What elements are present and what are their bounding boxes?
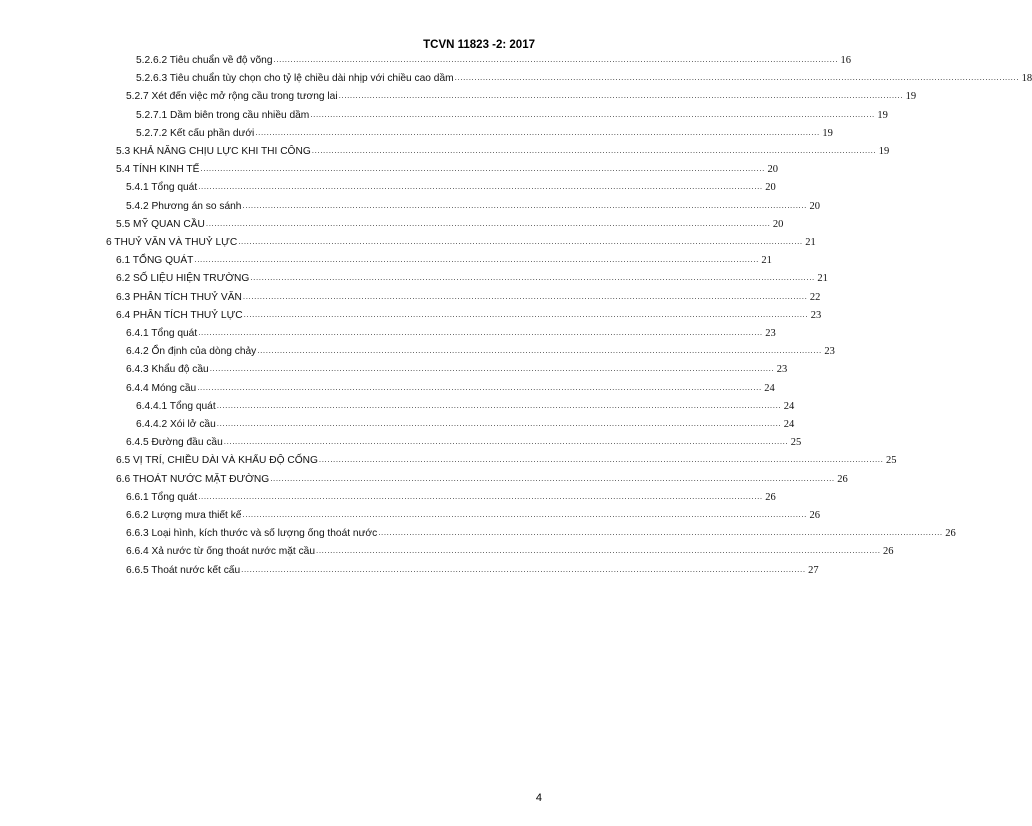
toc-entry-label: 6.1 TỔNG QUÁT <box>116 255 194 267</box>
toc-entry-page-number: 25 <box>885 455 897 467</box>
toc-entry[interactable] <box>126 564 819 581</box>
toc-leader-dots: ........................................................................................................................................................................................................ <box>242 510 807 519</box>
toc-entry[interactable] <box>116 455 897 471</box>
toc-leader-dots: ........................................................................................................................................................................................................ <box>198 491 763 501</box>
toc-entry-label: 6.4.4.2 Xói lở cầu <box>136 419 216 430</box>
toc-entry-page-number: 21 <box>817 273 828 285</box>
toc-entry-page-number: 19 <box>822 127 833 139</box>
toc-entry-label: 6.4.2 Ổn định của dòng chảy <box>126 346 257 358</box>
toc-entry-label: 5.5 MỸ QUAN CẦU <box>116 218 205 230</box>
toc-entry-page-number: 23 <box>810 309 822 321</box>
toc-entry-label: 5.2.7.1 Dầm biên trong cầu nhiều dầm <box>136 109 310 121</box>
toc-leader-dots: ........................................................................................................................................................................................................ <box>209 364 775 374</box>
toc-leader-dots: ........................................................................................................................................................................................................ <box>318 455 884 465</box>
toc-entry[interactable] <box>126 364 788 380</box>
toc-entry-page-number: 20 <box>765 182 776 194</box>
toc-entry-page-number: 19 <box>878 146 890 157</box>
toc-leader-dots: ........................................................................................................................................................................................................ <box>255 127 820 137</box>
toc-entry[interactable] <box>116 146 890 162</box>
toc-entry-page-number: 21 <box>761 255 772 267</box>
toc-entry[interactable] <box>136 109 888 126</box>
toc-entry-page-number: 26 <box>765 491 776 503</box>
toc-entry-page-number: 23 <box>765 328 776 339</box>
toc-entry[interactable] <box>136 419 795 435</box>
toc-leader-dots: ........................................................................................................................................................................................................ <box>198 182 763 192</box>
toc-entry-page-number: 22 <box>809 291 821 303</box>
toc-entry[interactable] <box>126 328 776 344</box>
toc-entry-page-number: 20 <box>767 164 778 176</box>
toc-leader-dots: ........................................................................................................................................................................................................ <box>197 382 762 392</box>
toc-leader-dots: ........................................................................................................................................................................................................ <box>216 400 782 410</box>
toc-entry[interactable] <box>126 510 820 526</box>
toc-entry[interactable] <box>126 346 835 362</box>
toc-entry-label: 6.3 PHÂN TÍCH THUỶ VĂN <box>116 291 242 303</box>
toc-entry-label: 5.4 TÍNH KINH TẾ <box>116 164 200 176</box>
toc-entry-page-number: 19 <box>877 109 888 121</box>
toc-entry-page-number: 26 <box>809 510 820 521</box>
toc-entry[interactable] <box>116 218 784 235</box>
toc-entry[interactable] <box>106 237 816 253</box>
toc-entry-page-number: 24 <box>783 400 795 412</box>
toc-entry-page-number: 24 <box>764 382 775 394</box>
toc-entry-label: 6.6 THOÁT NƯỚC MẶT ĐƯỜNG <box>116 473 270 485</box>
toc-leader-dots: ........................................................................................................................................................................................................ <box>223 437 789 447</box>
toc-entry[interactable] <box>126 528 956 544</box>
toc-leader-dots: ........................................................................................................................................................................................................ <box>194 255 759 265</box>
toc-entry-page-number: 27 <box>808 564 819 576</box>
toc-leader-dots: ........................................................................................................................................................................................................ <box>205 218 771 228</box>
toc-entry[interactable] <box>126 437 802 453</box>
toc-entry[interactable] <box>136 127 833 144</box>
toc-entry-label: 5.3 KHẢ NĂNG CHỊU LỰC KHI THI CÔNG <box>116 146 311 157</box>
toc-leader-dots: ........................................................................................................................................................................................................ <box>378 528 943 538</box>
toc-leader-dots: ........................................................................................................................................................................................................ <box>238 237 803 246</box>
toc-entry-label: 6.4 PHÂN TÍCH THUỶ LỰC <box>116 309 243 321</box>
toc-entry[interactable] <box>136 55 852 71</box>
toc-entry-page-number: 26 <box>837 473 848 485</box>
toc-entry-label: 6.6.3 Loại hình, kích thước và số lượng ống thoát nước <box>126 528 378 540</box>
toc-entry-label: 6.4.4.1 Tổng quát <box>136 400 216 412</box>
toc-entry-page-number: 21 <box>805 237 816 248</box>
toc-entry-page-number: 24 <box>783 419 795 430</box>
toc-entry-page-number: 19 <box>905 91 917 103</box>
toc-entry[interactable] <box>126 491 776 508</box>
toc-entry-page-number: 26 <box>883 546 894 558</box>
toc-entry[interactable] <box>116 309 822 326</box>
toc-leader-dots: ........................................................................................................................................................................................................ <box>242 200 807 210</box>
toc-entry[interactable] <box>126 546 894 562</box>
page-number: 4 <box>535 792 542 804</box>
toc-entry-page-number: 20 <box>772 218 784 230</box>
toc-entry[interactable] <box>126 382 775 399</box>
toc-entry[interactable] <box>116 273 828 289</box>
toc-leader-dots: ........................................................................................................................................................................................................ <box>216 419 782 428</box>
toc-entry-page-number: 20 <box>809 200 820 212</box>
toc-leader-dots: ........................................................................................................................................................................................................ <box>338 91 904 101</box>
toc-leader-dots: ........................................................................................................................................................................................................ <box>310 109 875 119</box>
toc-leader-dots: ........................................................................................................................................................................................................ <box>250 273 815 283</box>
toc-entry-label: 6.6.4 Xả nước từ ống thoát nước mặt cầu <box>126 546 315 558</box>
toc-entry-label: 6.6.1 Tổng quát <box>126 491 198 503</box>
toc-entry-label: 6.4.1 Tổng quát <box>126 328 198 339</box>
toc-leader-dots: ........................................................................................................................................................................................................ <box>257 346 822 356</box>
toc-entry-label: 6.4.3 Khẩu độ cầu <box>126 364 209 376</box>
toc-entry-label: 5.4.2 Phương án so sánh <box>126 200 242 212</box>
toc-entry[interactable] <box>116 291 821 308</box>
toc-leader-dots: ........................................................................................................................................................................................................ <box>243 309 809 319</box>
toc-entry-label: 5.2.6.2 Tiêu chuẩn về độ võng <box>136 55 273 66</box>
toc-entry-label: 5.4.1 Tổng quát <box>126 182 198 194</box>
toc-entry-label: 6.2 SỐ LIỆU HIỆN TRƯỜNG <box>116 273 250 285</box>
toc-leader-dots: ........................................................................................................................................................................................................ <box>454 73 1020 83</box>
toc-leader-dots: ........................................................................................................................................................................................................ <box>241 564 806 574</box>
toc-entry-page-number: 26 <box>945 528 956 540</box>
toc-entry[interactable] <box>116 164 778 180</box>
toc-entry-label: 6 THUỶ VĂN VÀ THUỶ LỰC <box>106 237 238 248</box>
toc-entry-page-number: 25 <box>790 437 802 449</box>
toc-entry-label: 6.6.5 Thoát nước kết cấu <box>126 564 241 576</box>
toc-entry-label: 5.2.6.3 Tiêu chuẩn tùy chọn cho tỷ lệ chiều dài nhịp với chiều cao dầm <box>136 73 454 85</box>
toc-entry[interactable] <box>126 200 820 217</box>
toc-entry-page-number: 16 <box>840 55 852 66</box>
toc-entry[interactable] <box>136 400 795 417</box>
toc-entry-page-number: 23 <box>824 346 835 358</box>
toc-leader-dots: ........................................................................................................................................................................................................ <box>316 546 881 556</box>
toc-entry[interactable] <box>126 182 776 198</box>
toc-entry[interactable] <box>136 73 1032 89</box>
toc-entry-label: 5.2.7.2 Kết cấu phần dưới <box>136 127 255 139</box>
standard-code-header: TCVN 11823 -2: 2017 <box>423 39 535 51</box>
toc-leader-dots: ........................................................................................................................................................................................................ <box>270 473 835 483</box>
toc-leader-dots: ........................................................................................................................................................................................................ <box>242 291 808 301</box>
toc-entry[interactable] <box>126 91 917 107</box>
toc-entry-label: 6.4.5 Đường đầu cầu <box>126 437 223 449</box>
toc-entry-page-number: 23 <box>776 364 788 376</box>
toc-entry[interactable] <box>116 473 848 490</box>
toc-entry-label: 6.5 VỊ TRÍ, CHIỀU DÀI VÀ KHẨU ĐỘ CỐNG <box>116 455 318 467</box>
toc-entry-label: 6.4.4 Móng cầu <box>126 382 197 394</box>
toc-leader-dots: ........................................................................................................................................................................................................ <box>200 164 765 174</box>
toc-leader-dots: ........................................................................................................................................................................................................ <box>311 146 877 155</box>
toc-entry[interactable] <box>116 255 772 271</box>
toc-leader-dots: ........................................................................................................................................................................................................ <box>273 55 839 64</box>
toc-entry-label: 6.6.2 Lượng mưa thiết kế <box>126 510 242 521</box>
toc-leader-dots: ........................................................................................................................................................................................................ <box>198 328 763 337</box>
toc-entry-page-number: 18 <box>1021 73 1032 85</box>
toc-entry-label: 5.2.7 Xét đến việc mở rộng cầu trong tương lai <box>126 91 338 103</box>
